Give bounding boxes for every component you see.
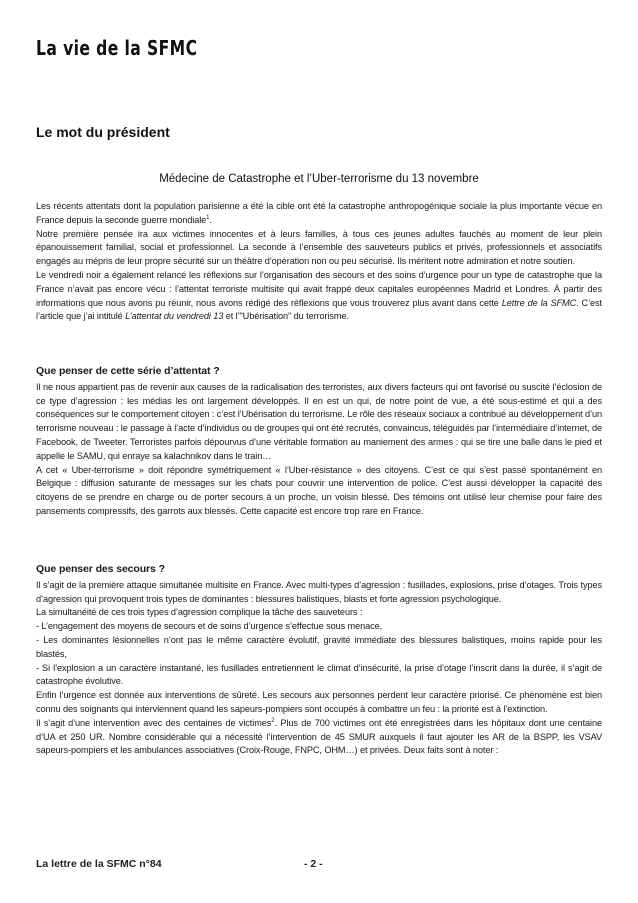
list-item: - Les dominantes lésionnelles n’ont pas le même caractère évolutif, gravité immédiate des blessures balistiques, moins rapide pour les blastés, — [36, 634, 602, 659]
section-secours — [36, 563, 602, 758]
paragraph: Il ne nous appartient pas de revenir aux causes de la radicalisation des terroristes, aux divers facteurs qui ont favorisé ou suscité l’éclosion de ce type d’agression : les médias les ont largement développés. Il en est un qui, de notre point de vue, a été sous-estimé et qui a des conséquences sur le comportement citoyen : c’est l’Ubérisation du terrorisme. Le rôle des réseaux sociaux a contribué au développement d’un terrorisme nouveau : le passage à l’acte d’individus ou de groupes qui ont été recrutés, convaincus, téléguidés par l’intermédiaire d’internet, de Facebook, de Tweeter. Terroristes parfois dépourvus d’une véritable formation au maniement des armes : qui se tire une balle dans le pied et appelle le SAMU, qui enraye sa kalachnikov dans le train… — [36, 381, 602, 461]
paragraph: Il s’agit d’une intervention avec des centaines de victimes$^2$. Plus de 700 victimes ont été enregistrées dans les hôpitaux dont une centaine d’UA et 250 UR. Nombre considérable qui a nécessité l’intervention de 45 SMUR auxquels il faut ajouter les AR de la BSPP, les VSAV sapeurs-pompiers et les ambulances associatives (Croix-Rouge, FNPC, OHM…) et privées. Deux faits sont à noter : — [36, 717, 602, 756]
footer-publication: La lettre de la SFMC n°84 — [36, 858, 162, 870]
paragraph: Les récents attentats dont la population parisienne a été la cible ont été la catastrophe anthropogénique sociale la plus importante vécue en France depuis la seconde guerre mondiale$^1$. — [36, 201, 602, 225]
list-item: - Si l’explosion a un caractère instantané, les fusillades entretiennent le climat d’insécurité, la prise d’otage l’inscrit dans la durée, il s’agit de catastrophe évolutive. — [36, 662, 602, 687]
paragraph: Le vendredi noir a également relancé les réflexions sur l’organisation des secours et des soins d’urgence pour un type de catastrophe que la France n’avait pas encore vécu : l’attentat terroriste multisite qui avait frappé deux capitales européennes Madrid et Londres. À partir des informations que nous avons pu réunir, nous avons rédigé des réflexions que vous trouverez plus avant dans cette Lettre de la SFMC. C’est l’article que j’ai intitulé L’attentat du vendredi 13 et l’"Ubérisation" du terrorisme. — [36, 269, 602, 322]
paragraph: Enfin l’urgence est donnée aux interventions de sûreté. Les secours aux personnes perdent leur caractère priorisé. Ce phénomène est bien connu des soignants qui interviennent quand les sapeurs-pompiers sont occupés à combattre un feu : la priorité est à l’extinction. — [36, 690, 602, 714]
paragraph: Il s’agit de la première attaque simultanée multisite en France. Avec multi-types d’agression : fusillades, explosions, prise d’otages. Trois types d’agression qui provoquent trois types de dominantes : blessures balistiques, blasts et forte agression psychologique. — [36, 579, 602, 604]
page-number: - 2 - — [304, 858, 323, 870]
subsection-heading: Que penser de cette série d’attentat ? — [36, 365, 220, 377]
section-heading: Le mot du président — [36, 124, 170, 140]
paragraph: La simultanéité de ces trois types d’agression complique la tâche des sauveteurs : — [36, 607, 363, 618]
section-attentat — [36, 365, 602, 519]
list-item: - L’engagement des moyens de secours et de soins d’urgence s’effectue sous menace, — [36, 621, 383, 632]
paragraph: A cet « Uber-terrorisme » doit répondre symétriquement « l’Uber-résistance » des citoyens. C’est ce qui s’est passé spontanément en Belgique : diffusion saturante de messages sur les chats pour couvrir une intervention de police. C’est aussi développer la capacité des citoyens de se prendre en charge ou de porter secours à un proche, un voisin blessé. Des témoins ont utilisé leur chemise pour faire des pansements compressifs, des garrots aux blessés. Cette capacité est encore trop rare en France. — [36, 464, 602, 516]
article-intro — [36, 200, 602, 324]
subsection-heading: Que penser des secours ? — [36, 563, 165, 575]
page-title: La vie de la SFMC — [36, 36, 198, 60]
article-subtitle: Médecine de Catastrophe et l’Uber-terrorisme du 13 novembre — [159, 173, 479, 185]
paragraph: Notre première pensée ira aux victimes innocentes et à leurs familles, à tous ces jeunes adultes fauchés au moment de leur plein épanouissement familial, social et professionnel. La seconde à l’ensemble des sauveteurs publics et privés, professionnels et associatifs engagés au mépris de leur propre sécurité sur un théâtre d’opération non ou peu sécurisé. Ils méritent notre admiration et notre soutien. — [36, 228, 602, 267]
